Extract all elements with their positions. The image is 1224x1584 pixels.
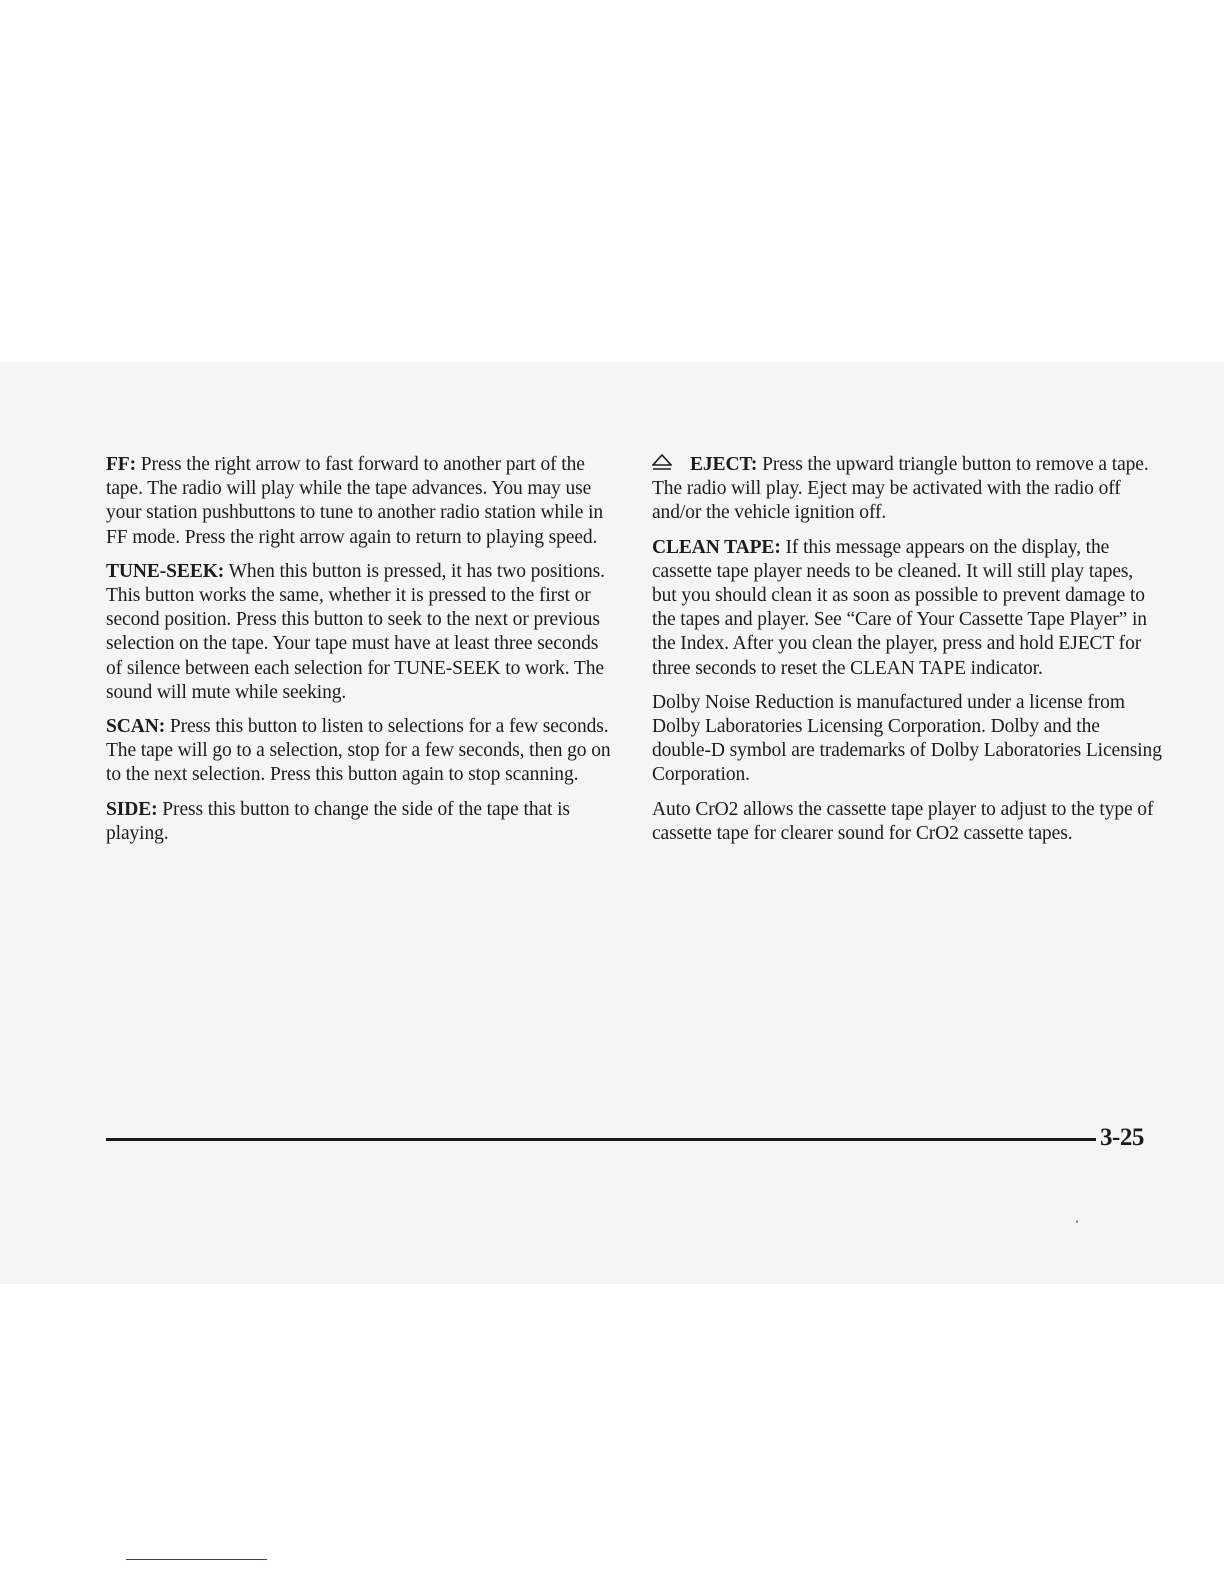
clean-tape-paragraph bbox=[652, 536, 1162, 681]
tune-seek-term: TUNE-SEEK: bbox=[106, 560, 225, 582]
tune-seek-text: When this button is pressed, it has two positions. This button works the same, whether it is pressed to the first or second position. Press this button to seek to the next or previous selection on the tape. Your tape must have at least three seconds of silence between each selection for TUNE-SEEK to work. The sound will mute while seeking. bbox=[106, 560, 605, 703]
side-term: SIDE: bbox=[106, 798, 158, 820]
eject-text: Press the upward triangle button to remove a tape. The radio will play. Eject may be activated with the radio off and/or the vehicle ignition off. bbox=[652, 454, 1149, 524]
ff-text: Press the right arrow to fast forward to another part of the tape. The radio will play while the tape advances. You may use your station pushbuttons to tune to another radio station while in FF mode. Press the right arrow again to return to playing speed. bbox=[106, 454, 604, 548]
tune-seek-paragraph bbox=[106, 560, 616, 705]
eject-icon bbox=[652, 454, 672, 471]
left-column bbox=[106, 453, 616, 856]
right-column bbox=[652, 453, 1162, 856]
footer-rule bbox=[106, 1138, 1096, 1141]
clean-tape-term: CLEAN TAPE: bbox=[652, 536, 781, 558]
scan-paragraph bbox=[106, 715, 616, 788]
side-text: Press this button to change the side of the tape that is playing. bbox=[106, 798, 570, 844]
page-number: 3-25 bbox=[1100, 1124, 1144, 1151]
scan-text: Press this button to listen to selections for a few seconds. The tape will go to a selection, stop for a few seconds, then go on to the next selection. Press this button again to stop scanning. bbox=[106, 716, 611, 786]
scan-speck bbox=[1076, 1220, 1078, 1223]
clean-tape-text: If this message appears on the display, the cassette tape player needs to be cleaned. It will still play tapes, but you should clean it as soon as possible to prevent damage to the tapes and player. See “Care of Your Cassette Tape Player” in the Index. After you clean the player, press and hold EJECT for three seconds to reset the CLEAN TAPE indicator. bbox=[652, 536, 1147, 679]
auto-cro2-paragraph: Auto CrO2 allows the cassette tape player to adjust to the type of cassette tape for clearer sound for CrO2 cassette tapes. bbox=[652, 798, 1154, 844]
ff-term: FF: bbox=[106, 454, 137, 475]
ff-paragraph bbox=[106, 453, 616, 550]
eject-term: EJECT: bbox=[690, 454, 758, 475]
eject-paragraph bbox=[652, 453, 1162, 526]
dolby-paragraph: Dolby Noise Reduction is manufactured under a license from Dolby Laboratories Licensing Corporation. Dolby and the double-D symbol are trademarks of Dolby Laboratories Licensing Corporation. bbox=[652, 691, 1162, 786]
scan-term: SCAN: bbox=[106, 716, 166, 738]
side-paragraph bbox=[106, 798, 616, 846]
bottom-rule bbox=[126, 1559, 267, 1560]
